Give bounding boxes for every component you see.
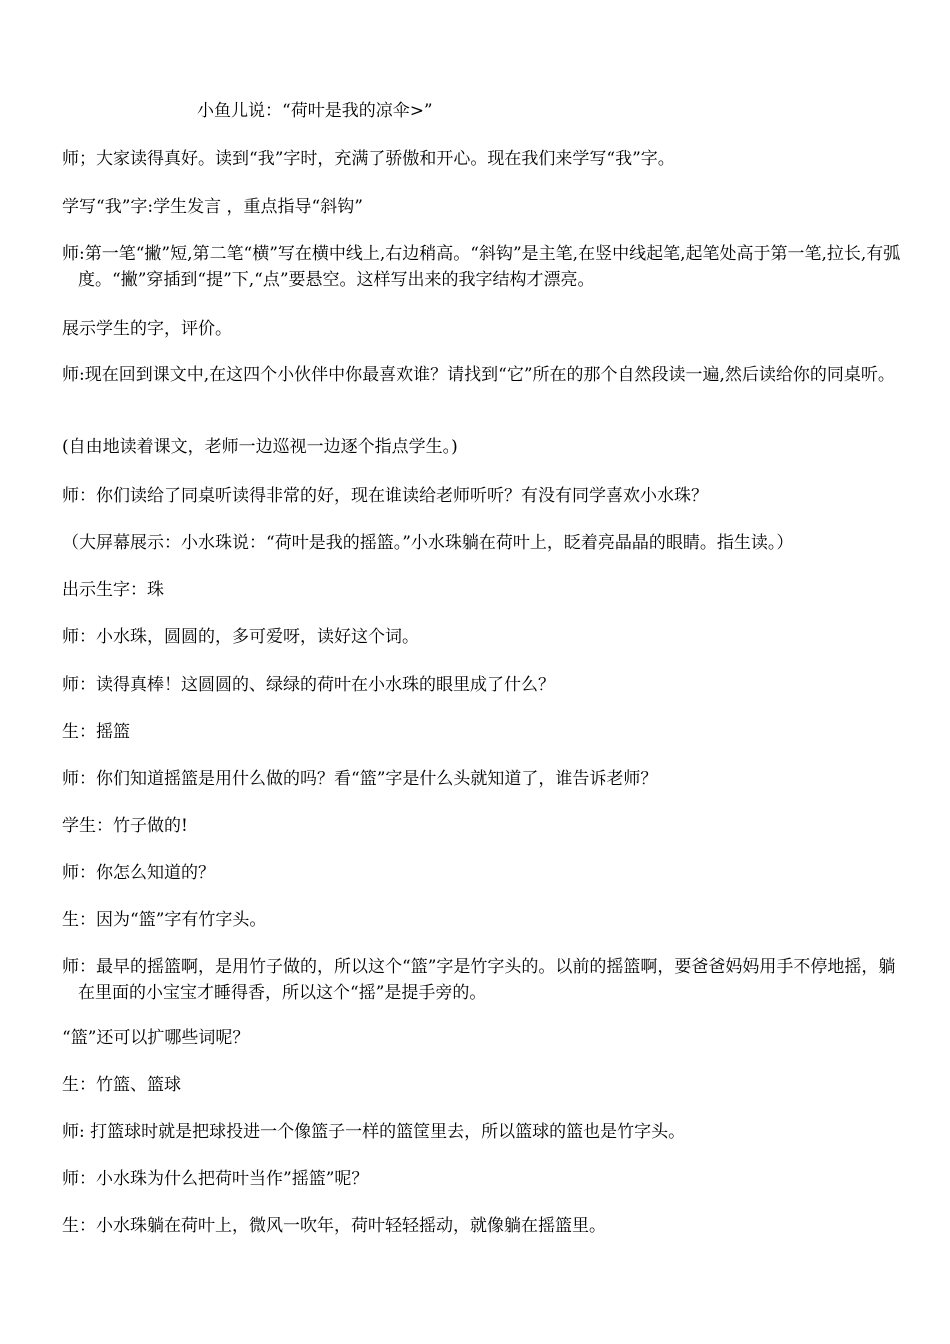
teacher-line: 师：最早的摇篮啊，是用竹子做的，所以这个“篮”字是竹字头的。以前的摇篮啊，要爸爸妈妈用手不停地摇，躺在里面的小宝宝才睡得香，所以这个“摇”是提手旁的。: [62, 957, 896, 1003]
teacher-line: 师：读得真棒！这圆圆的、绿绿的荷叶在小水珠的眼里成了什么？: [62, 675, 555, 695]
teacher-line: 师：你们读给了同桌听读得非常的好，现在谁读给老师听听？有没有同学喜欢小水珠？: [62, 486, 708, 506]
teacher-line: 师：小水珠为什么把荷叶当作”摇篮”呢？: [62, 1169, 369, 1189]
question-line: “篮”还可以扩哪些词呢？: [62, 1028, 250, 1048]
teacher-line: 师:现在回到课文中,在这四个小伙伴中你最喜欢谁？请找到“它”所在的那个自然段读一遍,然后读给你的同桌听。: [62, 365, 895, 385]
activity-line: 出示生字：珠: [62, 580, 164, 600]
teacher-line: 师；大家读得真好。读到“我”字时，充满了骄傲和开心。现在我们来学写“我”字。: [62, 149, 675, 169]
teacher-line: 师: 打篮球时就是把球投进一个像篮子一样的篮筐里去，所以篮球的篮也是竹字头。: [62, 1122, 686, 1142]
stage-direction: （大屏幕展示：小水珠说：“荷叶是我的摇篮。”小水珠躺在荷叶上，眨着亮晶晶的眼睛。指生读。）: [62, 533, 794, 553]
teacher-line: 师：小水珠，圆圆的，多可爱呀，读好这个词。: [62, 627, 419, 647]
stage-direction: (自由地读着课文，老师一边巡视一边逐个指点学生。): [62, 437, 458, 457]
student-line: 生：竹篮、篮球: [62, 1075, 181, 1095]
teacher-line: 师:第一笔“撇”短,第二笔“横”写在横中线上,右边稍高。“斜钩”是主笔,在竖中线起笔,起笔处高于第一笔,拉长,有弧度。“撇”穿插到“提”下,“点”要悬空。这样写出来的我字结构才漂亮。: [62, 244, 901, 290]
teacher-line: 师：你们知道摇篮是用什么做的吗？看“篮”字是什么头就知道了，谁告诉老师？: [62, 769, 658, 789]
student-line: 学生：竹子做的!: [62, 816, 188, 836]
student-line: 生：小水珠躺在荷叶上，微风一吹年，荷叶轻轻摇动，就像躺在摇篮里。: [62, 1216, 606, 1236]
student-line: 生：摇篮: [62, 722, 130, 742]
teacher-line: 师：你怎么知道的？: [62, 863, 215, 883]
quote-line-fish: 小鱼儿说：“荷叶是我的凉伞>”: [197, 101, 433, 121]
activity-line: 展示学生的字，评价。: [62, 319, 232, 339]
activity-line: 学写“我”字:学生发言 ，重点指导“斜钩”: [62, 197, 363, 217]
student-line: 生：因为“篮”字有竹字头。: [62, 910, 267, 930]
